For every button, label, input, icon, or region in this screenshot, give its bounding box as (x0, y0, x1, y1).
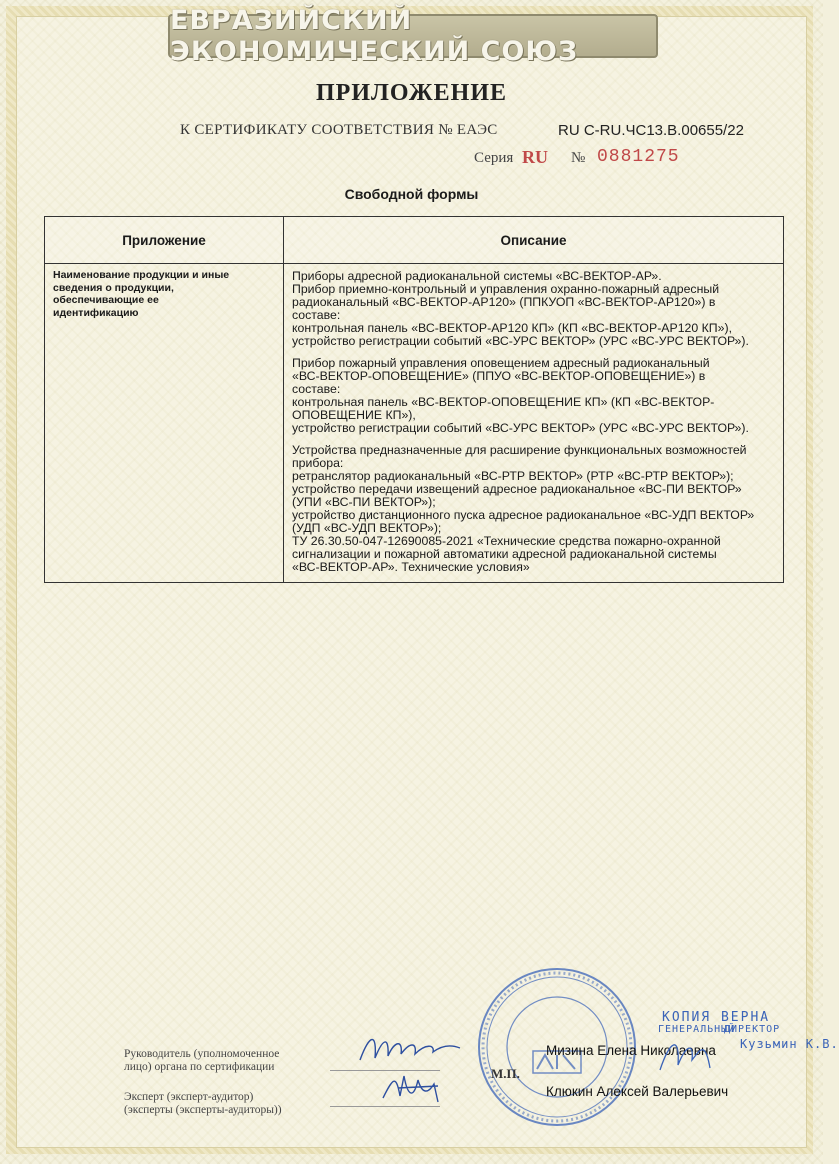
certificate-reference-label: К СЕРТИФИКАТУ СООТВЕТСТВИЯ № ЕАЭС (180, 122, 498, 138)
head-label-line: Руководитель (уполномоченное (124, 1048, 280, 1060)
description-paragraph (292, 270, 777, 348)
column-header-description: Описание (284, 217, 784, 264)
union-banner (168, 5, 658, 67)
description-line: радиоканальный «ВС-ВЕКТОР-АР120» (ППКУОП «ВС-ВЕКТОР-АР120») в (292, 295, 716, 309)
description-paragraph (292, 444, 777, 574)
product-description (284, 264, 784, 583)
description-line: «ВС-ВЕКТОР-АР». Технические условия» (292, 560, 530, 574)
description-line: Устройства предназначенные для расширение функциональных возможностей (292, 443, 747, 457)
description-line: контрольная панель «ВС-ВЕКТОР-АР120 КП» (КП «ВС-ВЕКТОР-АР120 КП»), (292, 321, 732, 335)
blank-number-label: № (571, 150, 586, 166)
description-line: Прибор приемно-контрольный и управления охранно-пожарный адресный (292, 282, 720, 296)
label-line: сведения о продукции, (53, 281, 174, 294)
expert-label-line: Эксперт (эксперт-аудитор) (124, 1091, 254, 1103)
product-identification-label (45, 264, 284, 583)
expert-label-line: (эксперты (эксперты-аудиторы)) (124, 1104, 282, 1116)
union-banner-text: ЕВРАЗИЙСКИЙ ЭКОНОМИЧЕСКИЙ СОЮЗ (170, 5, 579, 67)
head-name: Мизина Елена Николаевна (546, 1043, 716, 1058)
table-header-row (45, 217, 784, 264)
description-line: (УПИ «ВС-ПИ ВЕКТОР»); (292, 495, 436, 509)
expert-name: Клюкин Алексей Валерьевич (546, 1084, 729, 1099)
description-line: Приборы адресной радиоканальной системы «ВС-ВЕКТОР-АР». (292, 269, 662, 283)
description-line: ОПОВЕЩЕНИЕ КП»), (292, 408, 416, 422)
description-line: устройство дистанционного пуска адресное радиоканальное «ВС-УДП ВЕКТОР» (292, 508, 755, 522)
series-value: RU (522, 147, 548, 167)
description-line: составе: (292, 382, 341, 396)
description-line: устройство регистрации событий «ВС-УРС ВЕКТОР» (УРС «ВС-УРС ВЕКТОР»). (292, 334, 749, 348)
description-line: контрольная панель «ВС-ВЕКТОР-ОПОВЕЩЕНИЕ КП» (КП «ВС-ВЕКТОР- (292, 395, 715, 409)
description-line: сигнализации и пожарной автоматики адресной радиоканальной системы (292, 547, 717, 561)
column-header-appendix: Приложение (45, 217, 284, 264)
page-title: ПРИЛОЖЕНИЕ (315, 80, 508, 106)
description-table (44, 216, 784, 583)
description-line: ТУ 26.30.50-047-12690085-2021 «Технические средства пожарно-охранной (292, 534, 721, 548)
description-line: Прибор пожарный управления оповещением адресный радиоканальный (292, 356, 710, 370)
description-paragraph (292, 357, 777, 435)
copy-stamp-role: ДИРЕКТОР (724, 1024, 781, 1035)
label-line: Наименование продукции и иные (53, 269, 230, 281)
copy-stamp-role: ГЕНЕРАЛЬНЫЙ (658, 1024, 736, 1035)
certificate-number: RU C-RU.ЧС13.В.00655/22 (558, 122, 744, 139)
description-line: прибора: (292, 456, 344, 470)
table-row (45, 264, 784, 583)
description-line: ретранслятор радиоканальный «ВС-РТР ВЕКТОР» (РТР «ВС-РТР ВЕКТОР»); (292, 469, 734, 483)
copy-stamp-name: Кузьмин К.В. (740, 1037, 839, 1051)
series-label: Серия (474, 150, 514, 166)
description-line: устройство передачи извещений адресное радиоканальное «ВС-ПИ ВЕКТОР» (292, 482, 742, 496)
label-line: идентификацию (53, 306, 139, 319)
copy-stamp-title: КОПИЯ ВЕРНА (662, 1010, 771, 1025)
description-line: (УДП «ВС-УДП ВЕКТОР»); (292, 521, 442, 535)
expert-label (124, 1091, 282, 1117)
description-line: «ВС-ВЕКТОР-ОПОВЕЩЕНИЕ» (ППУО «ВС-ВЕКТОР-ОПОВЕЩЕНИЕ») в (292, 369, 706, 383)
label-line: обеспечивающие ее (53, 294, 159, 306)
seal-place-label: М.П. (491, 1066, 520, 1081)
form-type: Свободной формы (344, 186, 479, 202)
head-of-body-label (124, 1048, 279, 1074)
head-signature (355, 1028, 465, 1068)
description-line: составе: (292, 308, 341, 322)
head-label-line: лицо) органа по сертификации (124, 1061, 275, 1073)
description-line: устройство регистрации событий «ВС-УРС ВЕКТОР» (УРС «ВС-УРС ВЕКТОР»). (292, 421, 749, 435)
director-signature (650, 1030, 720, 1080)
expert-signature (378, 1068, 458, 1108)
blank-number-value: 0881275 (597, 147, 680, 167)
